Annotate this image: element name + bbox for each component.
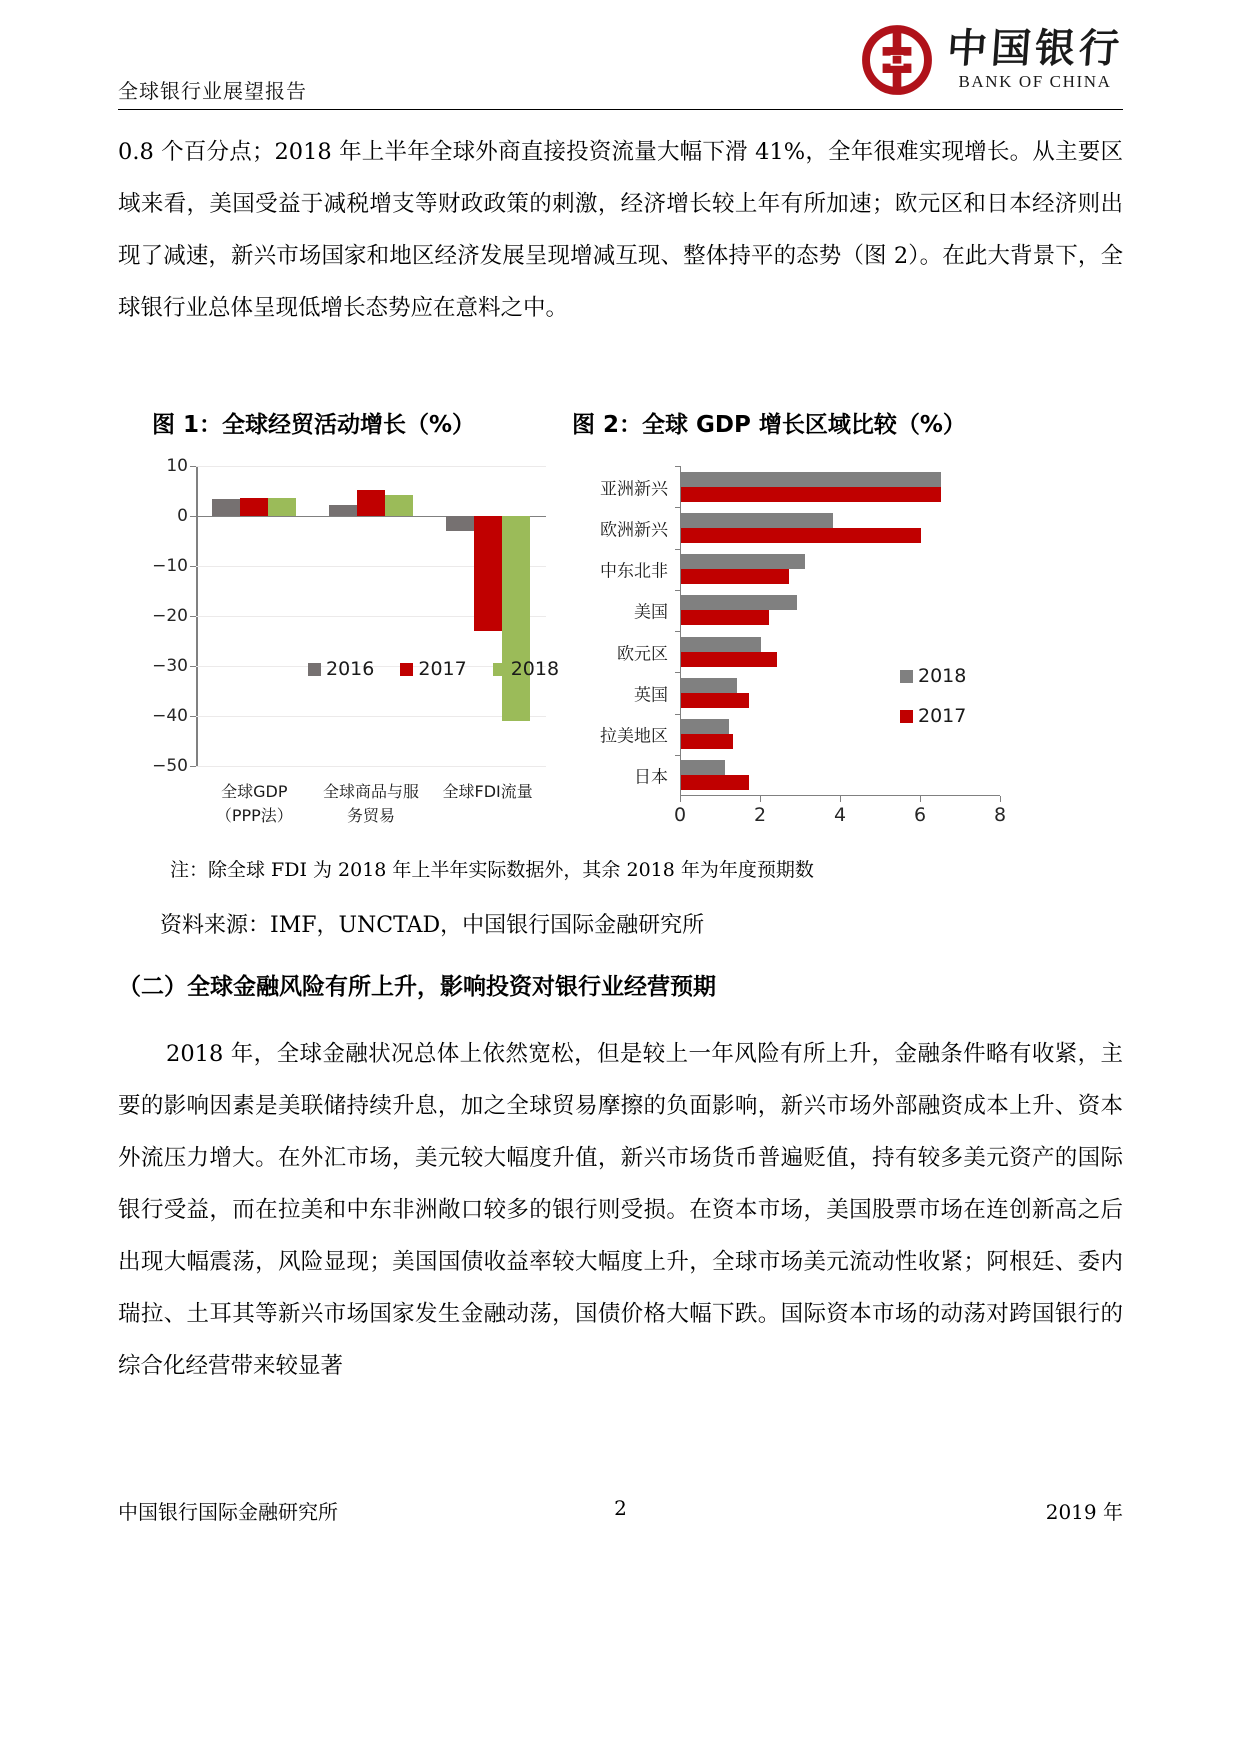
boc-wordmark — [947, 28, 1123, 92]
figure-1-bar — [502, 516, 530, 721]
figure-1-legend-item — [493, 658, 559, 680]
figure-2-x-tickmark — [920, 796, 921, 802]
figure-1-y-tickmark — [190, 716, 196, 717]
page-footer — [118, 1496, 1123, 1526]
figure-2-bar — [681, 693, 749, 708]
figure-2-y-tickmark — [675, 507, 680, 508]
figure-2-y-tickmark — [675, 714, 680, 715]
figure-1-gridline — [196, 716, 546, 717]
figure-2-y-tickmark — [675, 631, 680, 632]
legend-swatch-icon — [900, 670, 913, 683]
figure-2-bar — [681, 637, 761, 652]
figure-2-x-tickmark — [680, 796, 681, 802]
figure-2-legend-item — [900, 665, 966, 687]
figure-1-bar — [474, 516, 502, 631]
figure-2-legend-label: 2018 — [918, 665, 967, 687]
figure-2-category-label: 英国 — [634, 685, 668, 706]
figure-1-x-tick-label: （PPP法） — [215, 806, 293, 825]
figure-1-y-tick-label: −50 — [152, 756, 188, 776]
bank-of-china-logo — [861, 24, 1123, 96]
figure-1-plot-area — [152, 456, 546, 825]
figure-1-y-tick-label: −30 — [152, 656, 188, 676]
figure-1-y-tickmark — [190, 566, 196, 567]
figure-2-y-tickmark — [675, 466, 680, 467]
figure-1-gridline — [196, 466, 546, 467]
figure-1-y-tick-label: 0 — [177, 506, 188, 526]
figure-1-legend-item — [308, 658, 374, 680]
figure-1-y-tickmark — [190, 616, 196, 617]
figure-1-legend-label: 2016 — [326, 658, 375, 680]
figure-2-bar — [681, 569, 789, 584]
figure-2-bar — [681, 610, 769, 625]
figure-2-x-tick-label: 0 — [673, 804, 687, 826]
paragraph-two: 2018 年，全球金融状况总体上依然宽松，但是较上一年风险有所上升，金融条件略有收紧，主要的影响因素是美联储持续升息，加之全球贸易摩擦的负面影响，新兴市场外部融资成本上升、资本外流压力增大。在外汇市场，美元较大幅度升值，新兴市场货币普遍贬值，持有较多美元资产的国际银行受益，而在拉美和中东非洲敞口较多的银行则受损。在资本市场，美国股票市场在连创新高之后出现大幅震荡，风险显现；美国国债收益率较大幅度上升，全球市场美元流动性收紧；阿根廷、委内瑞拉、土耳其等新兴市场国家发生金融动荡，国债价格大幅下跌。国际资本市场的动荡对跨国银行的综合化经营带来较显著 — [118, 1041, 1123, 1379]
figure-2-bar — [681, 719, 729, 734]
figure-2-category-label: 日本 — [634, 767, 668, 788]
figure-1-y-tickmark — [190, 666, 196, 667]
figure-2-category-label: 欧洲新兴 — [600, 520, 668, 541]
figure-1-y-tick-label: 10 — [166, 456, 188, 476]
figure-1-x-tick-label: 务贸易 — [346, 806, 395, 825]
figure-1-x-tick-label: 全球GDP — [221, 782, 288, 801]
figure-1-y-tick-label: −10 — [152, 556, 188, 576]
figure-1-x-tick-label: 全球商品与服 — [322, 782, 419, 801]
boc-chinese-name: 中国银行 — [945, 26, 1125, 72]
figure-2-bar — [681, 487, 941, 502]
legend-swatch-icon — [400, 663, 413, 676]
figure-1-bar — [446, 516, 474, 531]
figure-1-chart — [130, 456, 560, 860]
boc-english-name: BANK OF CHINA — [958, 72, 1112, 91]
report-title: 全球银行业展望报告 — [118, 79, 307, 103]
figure-2-bar — [681, 595, 797, 610]
figure-1-bar — [329, 505, 357, 517]
figure-2-category-label: 欧元区 — [617, 644, 668, 665]
figure-2-bar — [681, 554, 805, 569]
footer-institution: 中国银行国际金融研究所 — [118, 1500, 338, 1524]
figure-2-y-tickmark — [675, 672, 680, 673]
figure-2-bar — [681, 734, 733, 749]
figure-2-x-tick-label: 6 — [913, 804, 927, 826]
figure-2-bar — [681, 528, 921, 543]
figure-1-category-label — [417, 780, 558, 804]
figure-2-legend-item — [900, 705, 966, 727]
figure-2-category-label: 亚洲新兴 — [600, 479, 668, 500]
figure-1-y-tickmark — [190, 466, 196, 467]
figure-2-bar — [681, 775, 749, 790]
figure-2-legend-label: 2017 — [918, 705, 967, 727]
figure-2-bar — [681, 472, 941, 487]
figure-1-gridline — [196, 766, 546, 767]
figure-2-y-tickmark — [675, 590, 680, 591]
figure-2-x-tickmark — [840, 796, 841, 802]
figure-2-chart — [570, 460, 1030, 860]
figure-2-category-label: 拉美地区 — [600, 726, 668, 747]
legend-swatch-icon — [493, 663, 506, 676]
figure-1-bar — [268, 498, 296, 517]
figure-2-x-tickmark — [760, 796, 761, 802]
figure-1-y-tickmark — [190, 766, 196, 767]
paragraph-one: 0.8 个百分点；2018 年上半年全球外商直接投资流量大幅下滑 41%，全年很难实现增长。从主要区域来看，美国受益于减税增支等财政政策的刺激，经济增长较上年有所加速；欧元区和日本经济则出现了减速，新兴市场国家和地区经济发展呈现增减互现、整体持平的态势（图 2）。在此大背景下，全球银行业总体呈现低增长态势应在意料之中。 — [118, 139, 1123, 321]
figure-1-bar — [240, 498, 268, 517]
figure-1-legend — [308, 658, 585, 680]
header-divider — [118, 109, 1123, 110]
figure-1-legend-label: 2017 — [418, 658, 467, 680]
figure-2-x-tick-label: 8 — [993, 804, 1007, 826]
figure-2-bar — [681, 678, 737, 693]
figure-2-title: 图 2：全球 GDP 增长区域比较（%） — [572, 412, 966, 438]
figure-2-y-tickmark — [675, 549, 680, 550]
figure-2-category-label: 中东北非 — [600, 561, 668, 582]
figure-1-legend-label: 2018 — [510, 658, 560, 680]
figure-2-plot-area — [600, 466, 1007, 826]
footer-year: 2019 年 — [1045, 1500, 1123, 1524]
figure-1-y-tick-label: −40 — [152, 706, 188, 726]
figure-source: 资料来源：IMF，UNCTAD，中国银行国际金融研究所 — [160, 913, 705, 938]
figure-2-category-label: 美国 — [634, 602, 668, 623]
page-number: 2 — [614, 1496, 627, 1520]
figure-2-legend — [900, 665, 966, 745]
figure-1-x-tick-label: 全球FDI流量 — [442, 782, 533, 801]
figure-2-x-tickmark — [1000, 796, 1001, 802]
figure-2-bar — [681, 652, 777, 667]
figure-1-bar — [385, 495, 413, 516]
figure-1-y-tick-label: −20 — [152, 606, 188, 626]
figure-1-title: 图 1：全球经贸活动增长（%） — [152, 412, 476, 438]
figure-1-bar — [357, 490, 385, 517]
figure-1-bar — [212, 499, 240, 516]
figure-2-bar — [681, 513, 833, 528]
figure-2-bar — [681, 760, 725, 775]
figure-2-x-tick-label: 2 — [753, 804, 767, 826]
figure-1-legend-item — [400, 658, 466, 680]
section-heading: （二）全球金融风险有所上升，影响投资对银行业经营预期 — [118, 973, 716, 1000]
figure-1-y-tickmark — [190, 516, 196, 517]
boc-emblem-icon — [861, 24, 933, 96]
figure-2-y-tickmark — [675, 755, 680, 756]
figure-2-x-tick-label: 4 — [833, 804, 847, 826]
page-header — [118, 26, 1125, 110]
legend-swatch-icon — [308, 663, 321, 676]
figure-note: 注：除全球 FDI 为 2018 年上半年实际数据外，其余 2018 年为年度预期数 — [170, 859, 814, 881]
legend-swatch-icon — [900, 710, 913, 723]
